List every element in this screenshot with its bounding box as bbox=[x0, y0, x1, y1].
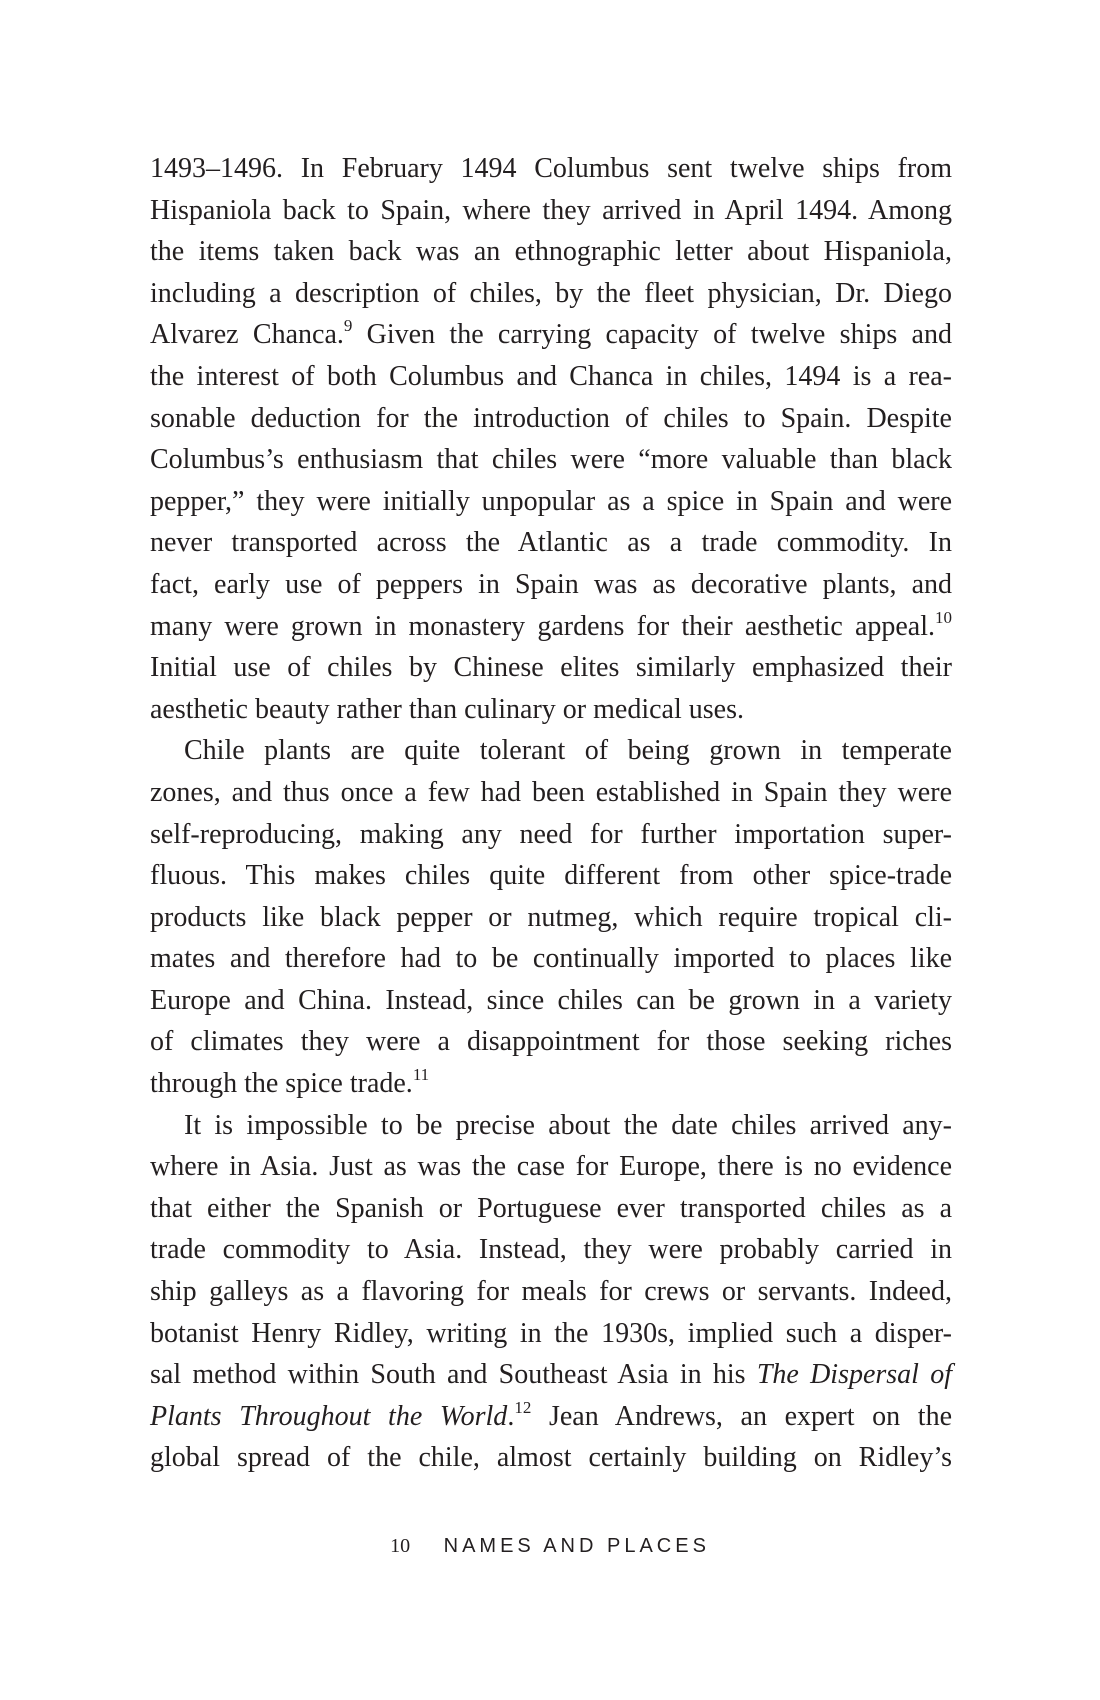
text-segment: Alvarez Chanca. bbox=[150, 319, 344, 351]
text-line: pepper,” they were initially unpopular as a spice in Spain and were bbox=[150, 485, 952, 517]
text-line: Hispaniola back to Spain, where they arrived in April 1494. Among bbox=[150, 194, 952, 226]
text-line: the items taken back was an ethnographic letter about Hispaniola, bbox=[150, 236, 952, 268]
book-title: Plants Throughout the World bbox=[150, 1400, 508, 1432]
paragraph-3 bbox=[150, 1105, 952, 1479]
text-line: products like black pepper or nutmeg, which require tropical cli- bbox=[150, 901, 952, 933]
book-title: The Dispersal of bbox=[756, 1359, 952, 1391]
text-line: self-reproducing, making any need for further importation super- bbox=[150, 818, 952, 850]
text-segment: Given the carrying capacity of twelve ships and bbox=[352, 319, 952, 351]
text-line: aesthetic beauty rather than culinary or medical uses. bbox=[150, 693, 744, 725]
running-head: NAMES AND PLACES bbox=[443, 1535, 710, 1557]
text-line: that either the Spanish or Portuguese ever transported chiles as a bbox=[150, 1192, 952, 1224]
text-segment: many were grown in monastery gardens for their aesthetic appeal. bbox=[150, 610, 935, 642]
text-segment: through the spice trade. bbox=[150, 1068, 413, 1100]
text-line: botanist Henry Ridley, writing in the 1930s, implied such a disper- bbox=[150, 1317, 952, 1349]
text-line: Chile plants are quite tolerant of being grown in temperate bbox=[184, 735, 952, 767]
text-segment: Jean Andrews, an expert on the bbox=[531, 1400, 953, 1432]
text-line: Initial use of chiles by Chinese elites similarly emphasized their bbox=[150, 652, 952, 684]
text-segment: sal method within South and Southeast Asia in his bbox=[150, 1359, 757, 1391]
text-line: never transported across the Atlantic as a trade commodity. In bbox=[150, 527, 952, 559]
text-line: mates and therefore had to be continually imported to places like bbox=[150, 943, 952, 975]
page-body bbox=[150, 148, 952, 1479]
text-line bbox=[150, 314, 952, 356]
text-line: where in Asia. Just as was the case for Europe, there is no evidence bbox=[150, 1151, 952, 1183]
text-line bbox=[150, 1063, 952, 1105]
paragraph-2 bbox=[150, 730, 952, 1104]
text-line: including a description of chiles, by the fleet physician, Dr. Diego bbox=[150, 277, 952, 309]
page-number: 10 bbox=[390, 1535, 411, 1557]
text-line: fact, early use of peppers in Spain was as decorative plants, and bbox=[150, 568, 952, 600]
text-line: fluous. This makes chiles quite different from other spice-trade bbox=[150, 860, 952, 892]
text-line: trade commodity to Asia. Instead, they were probably carried in bbox=[150, 1234, 952, 1266]
text-line: It is impossible to be precise about the date chiles arrived any- bbox=[184, 1109, 952, 1141]
paragraph-1 bbox=[150, 148, 952, 730]
footnote-ref: 12 bbox=[514, 1397, 532, 1417]
text-line: 1493–1496. In February 1494 Columbus sent twelve ships from bbox=[150, 153, 952, 184]
text-line bbox=[150, 606, 952, 648]
text-line: sonable deduction for the introduction of chiles to Spain. Despite bbox=[150, 402, 952, 434]
text-line: Europe and China. Instead, since chiles can be grown in a variety bbox=[150, 984, 952, 1016]
text-line: the interest of both Columbus and Chanca in chiles, 1494 is a rea- bbox=[150, 360, 952, 392]
footnote-ref: 9 bbox=[343, 316, 353, 336]
text-line: global spread of the chile, almost certainly building on Ridley’s bbox=[150, 1442, 952, 1474]
text-line: Columbus’s enthusiasm that chiles were “more valuable than black bbox=[150, 444, 952, 476]
text-line: of climates they were a disappointment for those seeking riches bbox=[150, 1026, 952, 1058]
page-footer bbox=[0, 1535, 1100, 1558]
text-line: ship galleys as a flavoring for meals for crews or servants. Indeed, bbox=[150, 1276, 952, 1308]
text-line: Plants Throughout the World.$^{12}$ Jean Andrews, an expert on the bbox=[150, 1397, 953, 1432]
text-line: zones, and thus once a few had been established in Spain they were bbox=[150, 776, 952, 808]
footnote-ref: 10 bbox=[935, 607, 952, 627]
footnote-ref: 11 bbox=[412, 1065, 430, 1085]
text-line bbox=[150, 1354, 952, 1396]
